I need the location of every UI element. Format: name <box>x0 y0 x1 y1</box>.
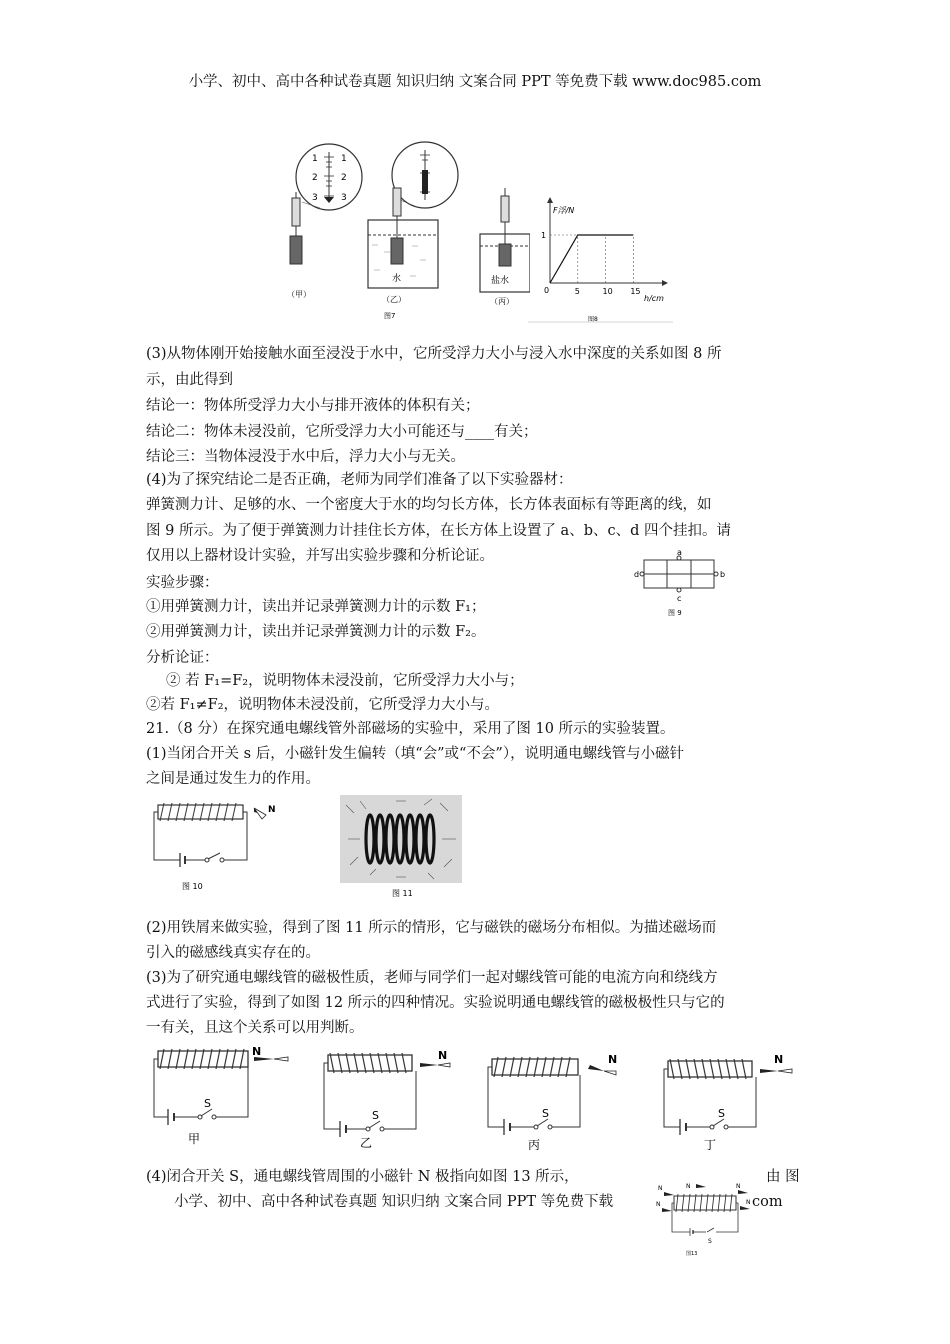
switch-s-label: S <box>718 1107 725 1120</box>
q21-2-line2: 引入的磁感线真实存在的。 <box>146 945 320 961</box>
hook-c-label: c <box>677 594 682 603</box>
analysis-2: ②若 F₁≠F₂，说明物体未浸没前，它所受浮力大小与。 <box>146 697 500 713</box>
figure-13 <box>656 1180 756 1260</box>
scale-label: 2 <box>341 173 347 183</box>
switch-s-label: S <box>372 1109 379 1122</box>
q21-title: 21.（8 分）在探究通电螺线管外部磁场的实验中，采用了图 10 所示的实验装置。 <box>146 721 675 737</box>
figure-10 <box>150 795 290 900</box>
chart-series-line <box>550 235 633 283</box>
figure-12-label-bing: 丙 <box>528 1138 541 1152</box>
q20-4-line1: (4)为了探究结论二是否正确，老师为同学们准备了以下实验器材： <box>146 472 573 488</box>
chart-origin-label: 0 <box>544 286 550 295</box>
figure-12 <box>148 1043 808 1161</box>
q20-3-line2: 示，由此得到 <box>146 372 233 388</box>
scale-label: 2 <box>312 173 318 183</box>
q21-3-line1: (3)为了研究通电螺线管的磁极性质，老师与同学们一起对螺线管可能的电流方向和绕线方 <box>146 970 718 986</box>
conclusion-3: 结论三：当物体浸没于水中后，浮力大小与无关。 <box>146 449 465 465</box>
water-label: 水 <box>392 274 402 284</box>
solenoid-ding <box>664 1059 792 1135</box>
scale-label: 1 <box>312 154 318 164</box>
scale-label: 3 <box>312 193 318 203</box>
figure-12-label-yi: 乙 <box>360 1136 373 1150</box>
chart-x-arrow <box>662 280 668 286</box>
hook-a-label: a <box>677 548 682 557</box>
q20-4-line2: 弹簧测力计、足够的水、一个密度大于水的均匀长方体，长方体表面标有等距离的线，如 <box>146 497 712 513</box>
step-1: ①用弹簧测力计，读出并记录弹簧测力计的示数 F₁； <box>146 599 486 615</box>
figure-11-iron-filings <box>340 795 462 900</box>
figure-12-label-ding: 丁 <box>704 1138 717 1152</box>
beaker-yi <box>368 188 438 288</box>
conclusion-2: 结论二：物体未浸没前，它所受浮力大小可能还与____有关； <box>146 424 538 440</box>
compass-n-label: N <box>656 1201 661 1208</box>
chart-y-tick: 1 <box>541 231 547 240</box>
q21-1-line1: (1)当闭合开关 s 后，小磁针发生偏转（填“会”或“不会”），说明通电螺线管与小磁针 <box>146 746 685 762</box>
figure-label-jia: （甲） <box>287 290 311 299</box>
compass-n-label: N <box>658 1185 663 1192</box>
q21-4-line1-right: 由 图 <box>766 1169 800 1185</box>
analysis-1: ② 若 F₁=F₂，说明物体未浸没前，它所受浮力大小与； <box>166 673 524 689</box>
steps-title: 实验步骤： <box>146 575 219 591</box>
q20-3-line1: (3)从物体刚开始接触水面至浸没于水中，它所受浮力大小与浸入水中深度的关系如图 8 所 <box>146 346 722 362</box>
page-header: 小学、初中、高中各种试卷真题 知识归纳 文案合同 PPT 等免费下载 www.doc985.com <box>188 74 762 90</box>
figure-label-bing: （丙） <box>490 297 514 306</box>
compass-n-label: N <box>608 1053 618 1066</box>
figure-11-caption: 图 11 <box>392 889 413 898</box>
figure-8-chart <box>528 195 673 325</box>
q21-2-line1: (2)用铁屑来做实验，得到了图 11 所示的情形，它与磁铁的磁场分布相似。为描述磁场而 <box>146 920 717 936</box>
figure-label-yi: （乙） <box>382 295 406 304</box>
hook-b-label: b <box>720 570 726 579</box>
q21-3-line3: 一有关，且这个关系可以用判断。 <box>146 1020 364 1036</box>
figure-10-caption: 图 10 <box>182 882 203 891</box>
switch-s-label: S <box>708 1238 712 1245</box>
figure-13-caption: 图13 <box>686 1251 698 1257</box>
figure-9 <box>630 545 730 620</box>
solenoid-yi <box>324 1053 450 1137</box>
page-footer-right: com <box>752 1194 783 1210</box>
solenoid-jia <box>154 1049 288 1125</box>
q21-3-line2: 式进行了实验，得到了如图 12 所示的四种情况。实验说明通电螺线管的磁极极性只与它的 <box>146 995 725 1011</box>
scale-label: 1 <box>341 154 347 164</box>
compass-n-label: N <box>252 1045 262 1058</box>
solenoid-bing <box>488 1057 616 1135</box>
compass-n-label: N <box>268 805 276 815</box>
chart-x-tick: 15 <box>630 287 641 296</box>
q20-4-line3: 图 9 所示。为了便于弹簧测力计挂住长方体，在长方体上设置了 a、b、c、d 四个挂扣。请 <box>146 523 731 539</box>
figure-12-label-jia: 甲 <box>188 1132 201 1146</box>
switch-s-label: S <box>542 1107 549 1120</box>
q20-4-line4: 仅用以上器材设计实验，并写出实验步骤和分析论证。 <box>146 548 494 564</box>
q21-1-line2: 之间是通过发生力的作用。 <box>146 771 320 787</box>
chart-x-tick: 10 <box>602 287 613 296</box>
conclusion-1: 结论一：物体所受浮力大小与排开液体的体积有关； <box>146 398 480 414</box>
compass-n-label: N <box>736 1183 741 1190</box>
chart-x-tick: 5 <box>574 287 580 296</box>
figure-7 <box>280 140 530 325</box>
spring-scale-jia <box>290 192 302 264</box>
figure-9-caption: 图 9 <box>668 609 682 617</box>
chart-ylabel: F浮/N <box>553 206 575 215</box>
switch-s-label: S <box>204 1097 211 1110</box>
saltwater-label: 盐水 <box>491 276 510 286</box>
hook-d-label: d <box>634 570 640 579</box>
scale-label: 3 <box>341 193 347 203</box>
compass-n-label: N <box>686 1183 691 1190</box>
q21-4-line1-left: (4)闭合开关 S，通电螺线管周围的小磁针 N 极指向如图 13 所示， <box>146 1169 579 1185</box>
figure-7-caption: 图7 <box>384 312 396 320</box>
page-footer-left: 小学、初中、高中各种试卷真题 知识归纳 文案合同 PPT 等免费下载 <box>174 1194 614 1210</box>
analysis-title: 分析论证： <box>146 650 219 666</box>
compass-n-label: N <box>746 1199 751 1206</box>
step-2: ②用弹簧测力计，读出并记录弹簧测力计的示数 F₂。 <box>146 624 486 640</box>
compass-n-label: N <box>438 1049 448 1062</box>
compass-n-label: N <box>774 1053 784 1066</box>
chart-xlabel: h/cm <box>644 294 664 303</box>
figure-8-caption: 图8 <box>588 316 598 323</box>
chart-y-arrow <box>547 197 553 203</box>
